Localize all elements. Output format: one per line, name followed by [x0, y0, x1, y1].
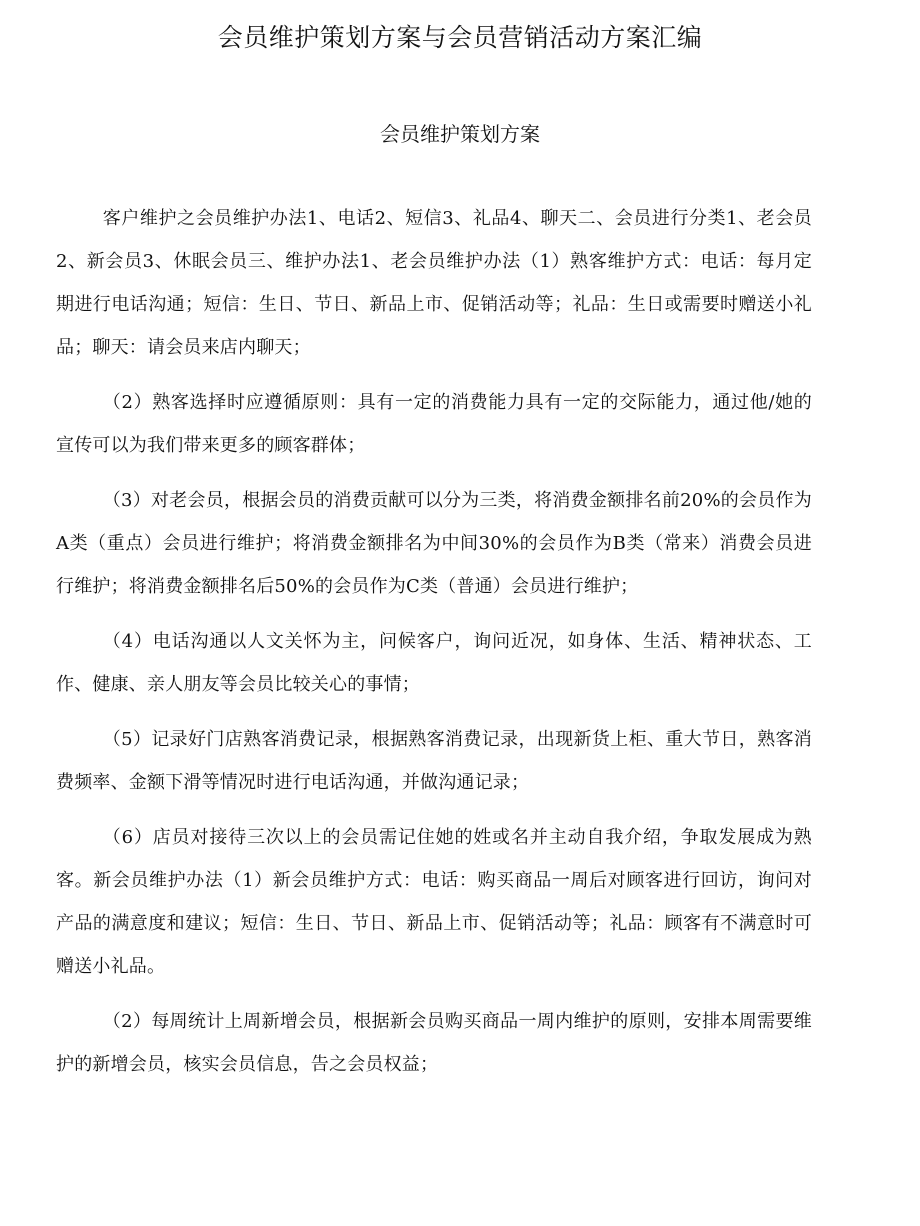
- paragraph-1: 客户维护之会员维护办法1、电话2、短信3、礼品4、聊天二、会员进行分类1、老会员2、新会员3、休眠会员三、维护办法1、老会员维护办法（1）熟客维护方式：电话：每月定期进行电话沟通；短信：生日、节日、新品上市、促销活动等；礼品：生日或需要时赠送小礼品；聊天：请会员来店内聊天；: [56, 208, 812, 358]
- paragraph-6: （6）店员对接待三次以上的会员需记住她的姓或名并主动自我介绍，争取发展成为熟客。新会员维护办法（1）新会员维护方式：电话：购买商品一周后对顾客进行回访，询问对产品的满意度和建议；短信：生日、节日、新品上市、促销活动等；礼品：顾客有不满意时可赠送小礼品。: [56, 827, 812, 977]
- paragraph-4: （4）电话沟通以人文关怀为主，问候客户，询问近况，如身体、生活、精神状态、工作、健康、亲人朋友等会员比较关心的事情；: [56, 631, 812, 695]
- document-body: [56, 197, 812, 1098]
- paragraph-7: （2）每周统计上周新增会员，根据新会员购买商品一周内维护的原则，安排本周需要维护的新增会员，核实会员信息，告之会员权益；: [56, 1011, 812, 1075]
- document-title: 会员维护策划方案与会员营销活动方案汇编: [217, 23, 703, 52]
- section-title: 会员维护策划方案: [380, 122, 540, 146]
- paragraph-2: （2）熟客选择时应遵循原则：具有一定的消费能力具有一定的交际能力，通过他/她的宣传可以为我们带来更多的顾客群体；: [56, 392, 812, 456]
- paragraph-3: （3）对老会员，根据会员的消费贡献可以分为三类，将消费金额排名前20%的会员作为A类（重点）会员进行维护；将消费金额排名为中间30%的会员作为B类（常来）消费会员进行维护；将消费金额排名后50%的会员作为C类（普通）会员进行维护；: [56, 490, 812, 597]
- paragraph-5: （5）记录好门店熟客消费记录，根据熟客消费记录，出现新货上柜、重大节日，熟客消费频率、金额下滑等情况时进行电话沟通，并做沟通记录；: [56, 729, 812, 793]
